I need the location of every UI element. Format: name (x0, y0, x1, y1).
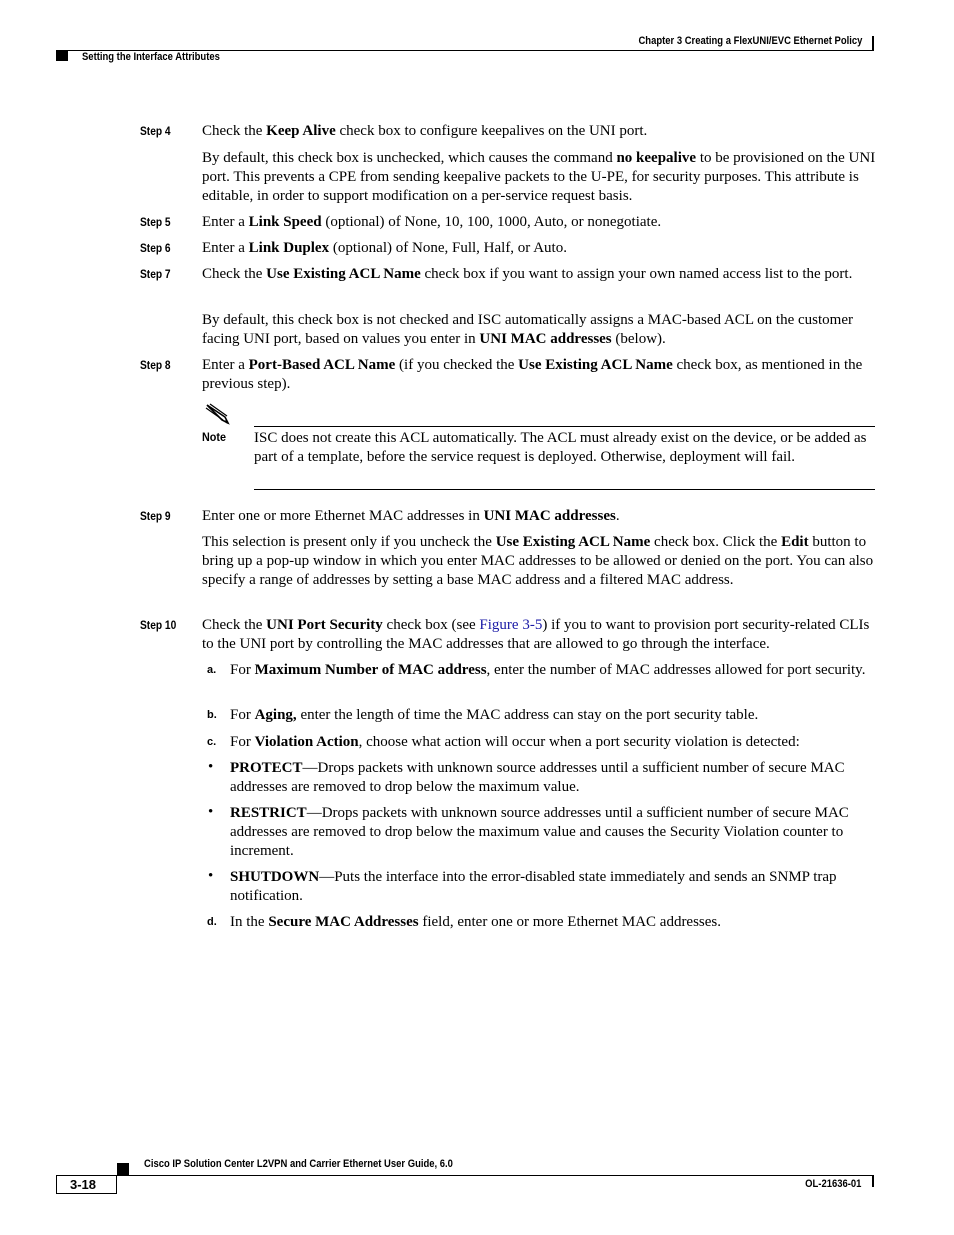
note-label: Note (202, 430, 227, 444)
bullet-protect: PROTECT—Drops packets with unknown source addresses until a sufficient number of secure MAC addresses are removed to drop below the maximum value. (230, 760, 845, 795)
step-10-text: Check the UNI Port Security check box (see Figure 3-5) if you to want to provision port security-related CLIs to the UNI port by controlling the MAC addresses that are allowed to go through the interface. (202, 617, 870, 652)
substep-a-label: a. (207, 664, 217, 676)
page-number: 3-18 (56, 1175, 117, 1194)
footer-title: Cisco IP Solution Center L2VPN and Carrier Ethernet User Guide, 6.0 (144, 1158, 453, 1170)
note-rule-top (254, 426, 875, 427)
bullet-shutdown: SHUTDOWN—Puts the interface into the error-disabled state immediately and sends an SNMP trap notification. (230, 869, 837, 904)
substep-b-label: b. (207, 709, 217, 721)
step-9-text: Enter one or more Ethernet MAC addresses in UNI MAC addresses. (202, 508, 620, 524)
note-text: ISC does not create this ACL automatically. The ACL must already exist on the device, or be added as part of a template, before the service request is deployed. Otherwise, deployment will fail. (254, 430, 867, 465)
step-7-label: Step 7 (140, 267, 171, 281)
substep-c-text: For Violation Action, choose what action will occur when a port security violation is detected: (230, 734, 800, 750)
step-9-paragraph: This selection is present only if you uncheck the Use Existing ACL Name check box. Click the Edit button to bring up a pop-up window in which you enter MAC addresses to be allowed or denied on the port. You can also specify a range of addresses by setting a base MAC address and a filtered MAC address. (202, 534, 874, 588)
chapter-header: Chapter 3 Creating a FlexUNI/EVC Ethernet Policy (638, 35, 862, 47)
step-10-label: Step 10 (140, 618, 177, 632)
bullet-marker: • (208, 804, 214, 820)
header-marker (56, 51, 68, 61)
step-7-text: Check the Use Existing ACL Name check box if you want to assign your own named access list to the port. (202, 266, 853, 282)
step-6-text: Enter a Link Duplex (optional) of None, Full, Half, or Auto. (202, 240, 567, 256)
footer-rule (56, 1175, 874, 1176)
step-9-label: Step 9 (140, 509, 171, 523)
footer-marker (117, 1163, 129, 1175)
figure-link[interactable]: Figure 3-5 (479, 617, 543, 633)
substep-d-label: d. (207, 916, 217, 928)
substep-c-label: c. (207, 736, 217, 748)
step-5-label: Step 5 (140, 215, 171, 229)
step-4-paragraph: By default, this check box is unchecked, which causes the command no keepalive to be provisioned on the UNI port. This prevents a CPE from sending keepalive packets to the U-PE, for security purposes. This attribute is editable, in order to support modification on a per-service request basis. (202, 150, 876, 204)
substep-b-text: For Aging, enter the length of time the MAC address can stay on the port security table. (230, 707, 759, 723)
step-8-text: Enter a Port-Based ACL Name (if you checked the Use Existing ACL Name check box, as mentioned in the previous step). (202, 357, 863, 392)
substep-a-text: For Maximum Number of MAC address, enter the number of MAC addresses allowed for port security. (230, 662, 866, 678)
step-4-label: Step 4 (140, 124, 171, 138)
bullet-restrict: RESTRICT—Drops packets with unknown source addresses until a sufficient number of secure MAC addresses are removed to drop below the maximum value and causes the Security Violation counter to increment. (230, 805, 849, 859)
substep-d-text: In the Secure MAC Addresses field, enter one or more Ethernet MAC addresses. (230, 914, 722, 930)
section-header: Setting the Interface Attributes (82, 51, 220, 63)
note-rule-bottom (254, 489, 875, 490)
step-5-text: Enter a Link Speed (optional) of None, 10, 100, 1000, Auto, or nonegotiate. (202, 214, 662, 230)
step-8-label: Step 8 (140, 358, 171, 372)
pencil-note-icon (205, 403, 231, 430)
step-7-paragraph: By default, this check box is not checked and ISC automatically assigns a MAC-based ACL on the customer facing UNI port, based on values you enter in UNI MAC addresses (below). (202, 312, 853, 347)
step-4-text: Check the Keep Alive check box to configure keepalives on the UNI port. (202, 123, 648, 139)
footer-tick (872, 1176, 874, 1187)
step-6-label: Step 6 (140, 241, 171, 255)
bullet-marker: • (208, 759, 214, 775)
header-tick (872, 36, 874, 50)
bullet-marker: • (208, 868, 214, 884)
document-id: OL-21636-01 (804, 1178, 861, 1190)
